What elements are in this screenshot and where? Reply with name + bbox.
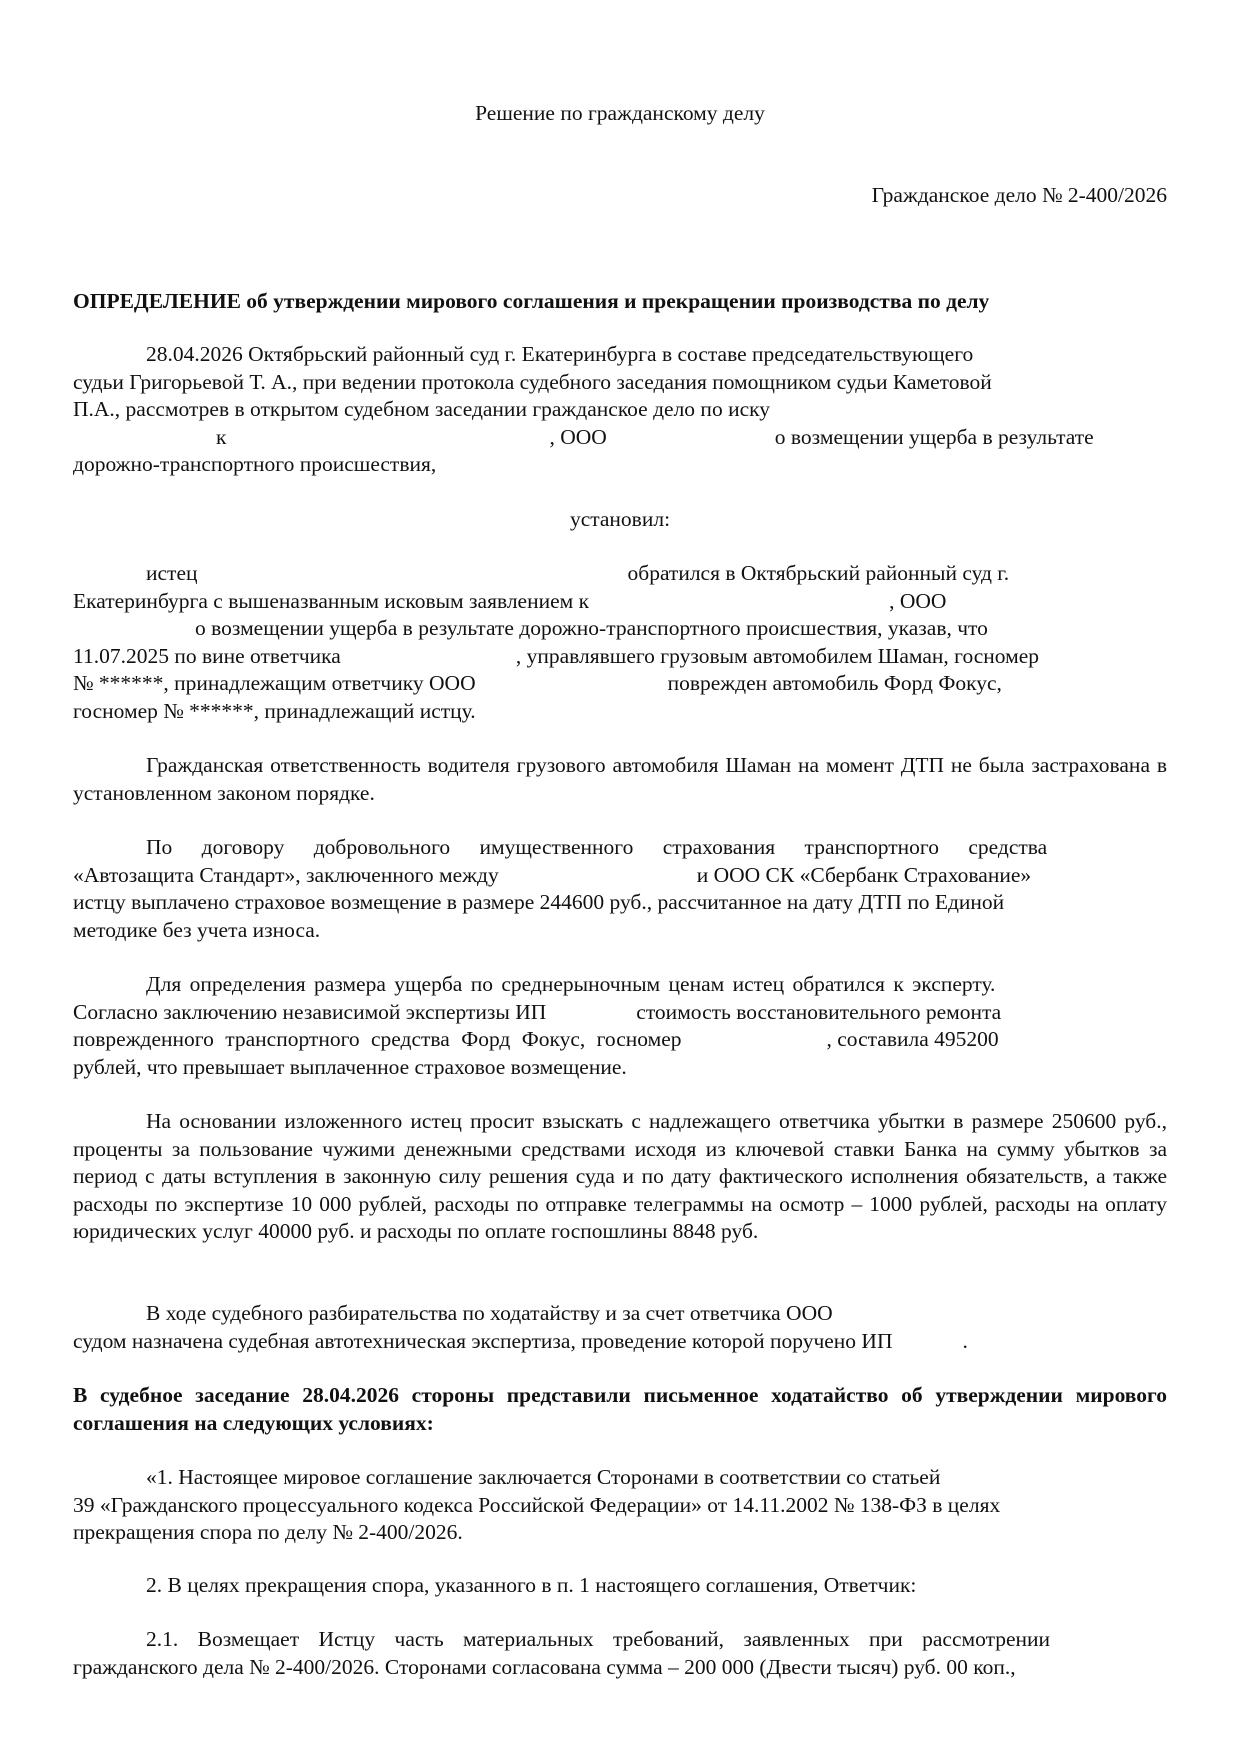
intro-line: судьи Григорьевой Т. А., при ведении протокола судебного заседания помощником судьи Каметовой [73,369,992,394]
intro-line: к , ООО о возмещении ущерба в результате [216,424,1094,449]
paragraph-claim: истец обратился в Октябрьский районный суд г. Екатеринбурга с вышеназванным исковым заявлением к , ООО о возмещении ущерба в результате дорожно-транспортного происшествия, указав, что 11.07.2025 по вине ответчика , управлявшего грузовым автомобилем Шаман, госномер № ******, принадлежащим ответчику ООО поврежден автомобиль Форд Фокус, госномер № ******, принадлежащий истцу. [73,561,1040,723]
paragraph-insurance: По договору добровольного имущественного страхования транспортного средства «Автозащита Стандарт», заключенного между и ООО СК «Сбербанк Страхование» истцу выплачено страховое возмещение в размере 244600 руб., рассчитанное на дату ДТП по Единой методике без учета износа. [73,835,1048,942]
paragraph-settlement-request: В судебное заседание 28.04.2026 стороны представили письменное ходатайство об утверждении мирового соглашения на следующих условиях: [73,1383,1167,1435]
paragraph-term-2: 2. В целях прекращения спора, указанного в п. 1 настоящего соглашения, Ответчик: [146,1573,917,1597]
ruling-heading: ОПРЕДЕЛЕНИЕ об утверждении мирового соглашения и прекращении производства по делу [73,289,990,313]
paragraph-court-expertise: В ходе судебного разбирательства по ходатайству и за счет ответчика ООО судом назначена судебная автотехническая экспертиза, проведение которой поручено ИП . [73,1301,968,1353]
paragraph-expertise: Для определения размера ущерба по среднерыночным ценам истец обратился к эксперту. Согласно заключению независимой экспертизы ИП стоимость восстановительного ремонта поврежденного транспортного средства Форд Фокус, госномер , составила 495200 рублей, что превышает выплаченное страховое возмещение. [73,972,1002,1079]
intro-line: дорожно-транспортного происшествия, [73,452,437,476]
intro-paragraph [73,341,1167,479]
paragraph-term-2-1: 2.1. Возмещает Истцу часть материальных требований, заявленных при рассмотрении гражданского дела № 2-400/2026. Сторонами согласована сумма – 200 000 (Двести тысяч) руб. 00 коп., [73,1627,1051,1679]
paragraph-demands: На основании изложенного истец просит взыскать с надлежащего ответчика убытки в размере 250600 руб., проценты за пользование чужими денежными средствами исходя из ключевой ставки Банка на сумму убытков за период с даты вступления в законную силу решения суда и по дату фактического исполнения обязательств, а также расходы по экспертизе 10 000 рублей, расходы по отправке телеграммы на осмотр – 1000 рублей, расходы на оплату юридических услуг 40000 руб. и расходы по оплате госпошлины 8848 руб. [73,1109,1167,1243]
document-title: Решение по гражданскому делу [475,101,765,125]
case-number: Гражданское дело № 2-400/2026 [871,183,1167,207]
established-label: установил: [569,507,671,531]
intro-line: П.А., рассмотрев в открытом судебном заседании гражданское дело по иску [73,397,771,421]
paragraph-liability: Гражданская ответственность водителя грузового автомобиля Шаман на момент ДТП не была застрахована в установленном законом порядке. [73,753,1167,805]
paragraph-term-1: «1. Настоящее мировое соглашение заключается Сторонами в соответствии со статьей 39 «Гражданского процессуального кодекса Российской Федерации» от 14.11.2002 № 138-ФЗ в целях прекращения спора по делу № 2-400/2026. [73,1465,1001,1544]
intro-line: 28.04.2026 Октябрьский районный суд г. Екатеринбурга в составе председательствующего [146,342,974,366]
